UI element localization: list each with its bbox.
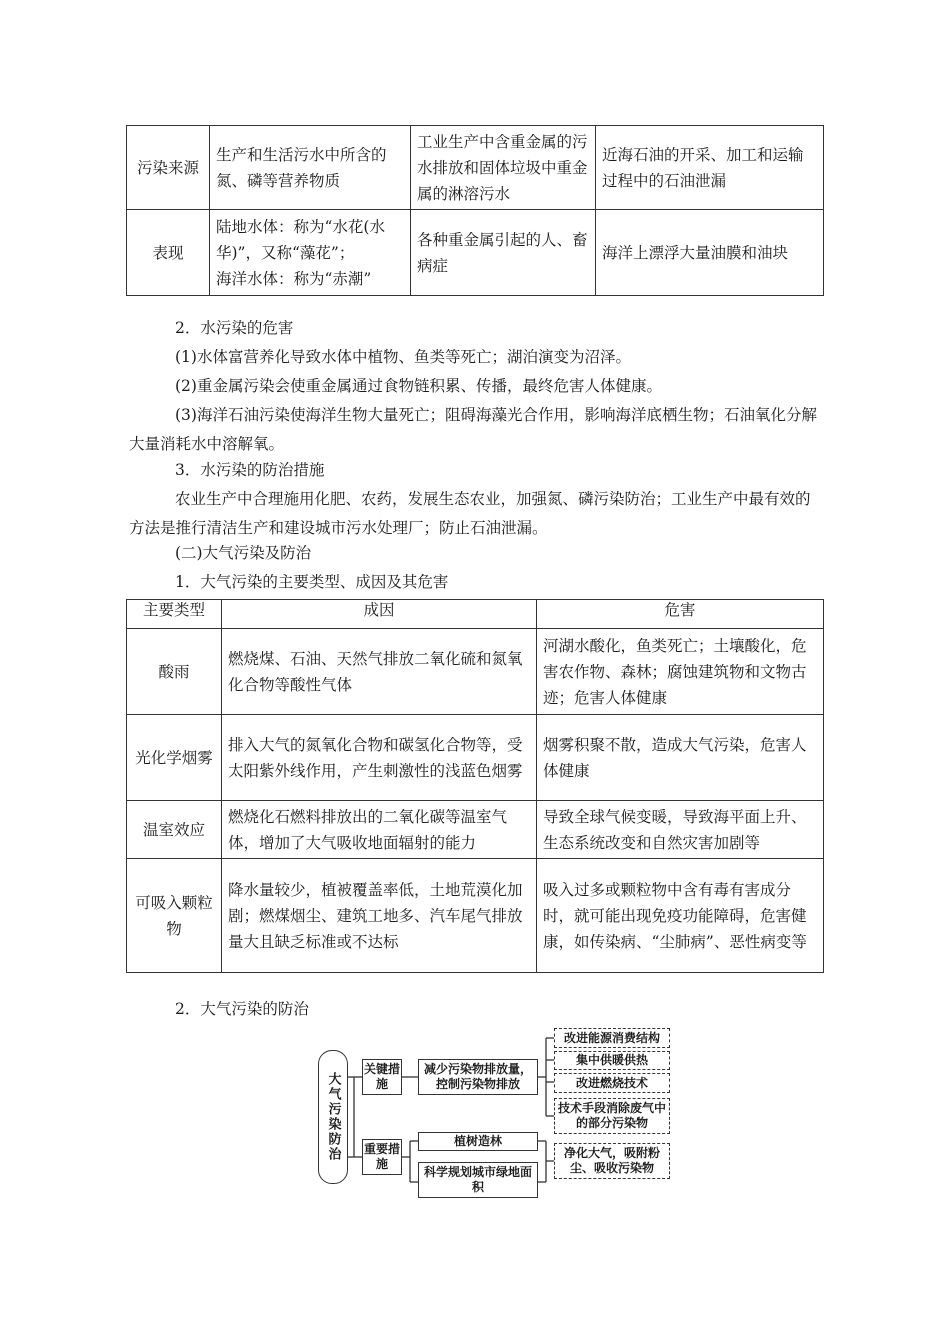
- harm-smog: 烟雾积聚不散，造成大气污染，危害人体健康: [537, 715, 824, 801]
- part2-sub1: 1．大气污染的主要类型、成因及其危害: [175, 573, 449, 591]
- imp-effect-node: 净化大气，吸附粉尘、吸收污染物: [554, 1143, 670, 1179]
- sub2-heading: 2．大气污染的防治: [175, 1000, 309, 1018]
- section2-p2: (2)重金属污染会使重金属通过食物链积累、传播，最终危害人体健康。: [175, 377, 662, 395]
- harm-particulate: 吸入过多或颗粒物中含有毒有害成分时，就可能出现免疫功能障碍，危害健康，如传染病、“尘肺病”、恶性病变等: [537, 859, 824, 973]
- key-measures-node: 关键措施: [362, 1059, 402, 1095]
- cell-manifest-heavy-metal: 各种重金属引起的人、畜病症: [411, 210, 596, 296]
- cell-source-oil: 近海石油的开采、加工和运输过程中的石油泄漏: [596, 126, 824, 210]
- air-pollution-control-diagram: [310, 1022, 680, 1202]
- manifest-land: 陆地水体：称为“水花(水华)”，又称“藻花”；: [216, 217, 385, 262]
- part2-heading: (二)大气污染及防治: [175, 544, 312, 562]
- harm-greenhouse: 导致全球气候变暖，导致海平面上升、生态系统改变和自然灾害加剧等: [537, 801, 824, 859]
- type-smog: 光化学烟雾: [127, 715, 222, 801]
- row-label-manifestation: 表现: [127, 210, 210, 296]
- imp-item-afforestation: 植树造林: [418, 1132, 538, 1151]
- cell-manifest-oil: 海洋上漂浮大量油膜和油块: [596, 210, 824, 296]
- harm-acid-rain: 河湖水酸化，鱼类死亡；土壤酸化，危害农作物、森林；腐蚀建筑物和文物古迹；危害人体健康: [537, 629, 824, 715]
- section3-heading: 3．水污染的防治措施: [175, 461, 325, 479]
- type-particulate: 可吸入颗粒物: [127, 859, 222, 973]
- cause-particulate: 降水量较少，植被覆盖率低，土地荒漠化加剧；燃煤烟尘、建筑工地多、汽车尾气排放量大且缺乏标准或不达标: [222, 859, 537, 973]
- cell-source-heavy-metal: 工业生产中含重金属的污水排放和固体垃圾中重金属的淋溶污水: [411, 126, 596, 210]
- imp-item-green-space: 科学规划城市绿地面积: [418, 1162, 538, 1198]
- key-item-heating: 集中供暖供热: [554, 1051, 670, 1070]
- key-main-node: 减少污染物排放量，控制污染物排放: [418, 1059, 538, 1095]
- header-harm: 危害: [537, 600, 824, 629]
- header-type: 主要类型: [127, 600, 222, 629]
- section3-p: 农业生产中合理施用化肥、农药，发展生态农业，加强氮、磷污染防治；工业生产中最有效的方法是推行清洁生产和建设城市污水处理厂；防止石油泄漏。: [129, 490, 811, 537]
- key-item-technology: 技术手段消除废气中的部分污染物: [554, 1098, 670, 1134]
- air-pollution-table: [126, 599, 824, 973]
- root-node: 大气污染防治: [318, 1050, 348, 1184]
- row-label-source: 污染来源: [127, 126, 210, 210]
- header-cause: 成因: [222, 600, 537, 629]
- section2-p3: (3)海洋石油污染使海洋生物大量死亡；阻碍海藻光合作用，影响海洋底栖生物；石油氧化分解大量消耗水中溶解氧。: [129, 406, 817, 453]
- key-item-energy: 改进能源消费结构: [554, 1028, 670, 1048]
- section2-p1: (1)水体富营养化导致水体中植物、鱼类等死亡；湖泊演变为沼泽。: [175, 348, 631, 366]
- type-greenhouse: 温室效应: [127, 801, 222, 859]
- manifest-sea: 海洋水体：称为“赤潮”: [216, 269, 372, 288]
- cause-greenhouse: 燃烧化石燃料排放出的二氧化碳等温室气体，增加了大气吸收地面辐射的能力: [222, 801, 537, 859]
- section2-heading: 2．水污染的危害: [175, 319, 294, 337]
- water-pollution-table: [126, 125, 824, 296]
- cell-manifest-eutrophication: [210, 210, 411, 296]
- cause-acid-rain: 燃烧煤、石油、天然气排放二氧化硫和氮氧化合物等酸性气体: [222, 629, 537, 715]
- cause-smog: 排入大气的氮氧化合物和碳氢化合物等，受太阳紫外线作用，产生刺激性的浅蓝色烟雾: [222, 715, 537, 801]
- key-item-combustion: 改进燃烧技术: [554, 1073, 670, 1093]
- type-acid-rain: 酸雨: [127, 629, 222, 715]
- cell-source-eutrophication: 生产和生活污水中所含的氮、磷等营养物质: [210, 126, 411, 210]
- important-measures-node: 重要措施: [362, 1139, 402, 1175]
